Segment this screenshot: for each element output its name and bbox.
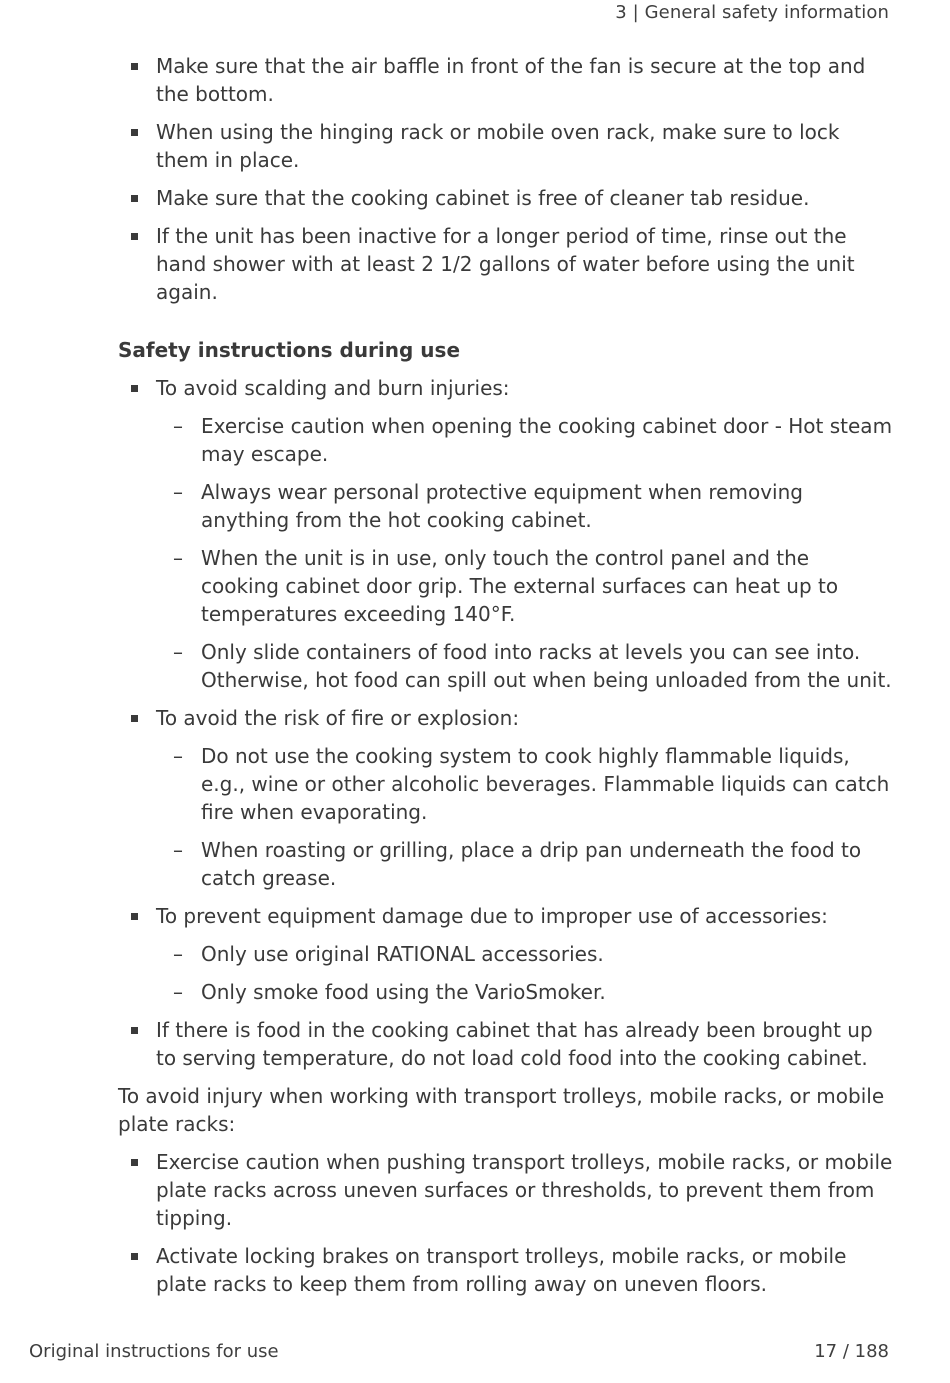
sub-list-item: – When the unit is in use, only touch the control panel and the cooking cabinet door grip. The external surfaces can heat up to temperatures exceeding 140°F. [156, 544, 893, 628]
list-item-label: To avoid the risk of fire or explosion: [156, 706, 520, 730]
list-item-label: To avoid scalding and burn injuries: [156, 376, 510, 400]
preparation-list [118, 52, 893, 306]
list-item: Make sure that the air baffle in front of the fan is secure at the top and the bottom. [118, 52, 893, 108]
sub-list-item: – Only use original RATIONAL accessories. [156, 940, 893, 968]
sub-list-item: – Only slide containers of food into racks at levels you can see into. Otherwise, hot food can spill out when being unloaded from the unit. [156, 638, 893, 694]
list-item: If the unit has been inactive for a longer period of time, rinse out the hand shower with at least 2 1/2 gallons of water before using the unit again. [118, 222, 893, 306]
list-item: Exercise caution when pushing transport trolleys, mobile racks, or mobile plate racks across uneven surfaces or thresholds, to prevent them from tipping. [118, 1148, 893, 1232]
transport-intro: To avoid injury when working with transport trolleys, mobile racks, or mobile plate racks: [118, 1084, 885, 1136]
page-header-section: 3 | General safety information [615, 2, 889, 23]
list-item-serving: If there is food in the cooking cabinet that has already been brought up to serving temperature, do not load cold food into the cooking cabinet. [118, 1016, 893, 1072]
list-item-damage [118, 902, 893, 1006]
page-content [118, 52, 893, 1308]
sub-list [156, 412, 893, 694]
section-heading: Safety instructions during use [118, 338, 461, 362]
list-item-scalding [118, 374, 893, 694]
list-item: Activate locking brakes on transport trolleys, mobile racks, or mobile plate racks to keep them from rolling away on uneven floors. [118, 1242, 893, 1298]
list-item-fire [118, 704, 893, 892]
during-use-list [118, 374, 893, 1072]
list-item: Make sure that the cooking cabinet is free of cleaner tab residue. [118, 184, 893, 212]
sub-list-item: – Only smoke food using the VarioSmoker. [156, 978, 893, 1006]
sub-list-item: – Exercise caution when opening the cooking cabinet door - Hot steam may escape. [156, 412, 893, 468]
sub-list-item: – When roasting or grilling, place a drip pan underneath the food to catch grease. [156, 836, 893, 892]
sub-list [156, 940, 893, 1006]
list-item-label: To prevent equipment damage due to improper use of accessories: [156, 904, 828, 928]
sub-list-item: – Do not use the cooking system to cook highly flammable liquids, e.g., wine or other alcoholic beverages. Flammable liquids can catch fire when evaporating. [156, 742, 893, 826]
sub-list-item: – Always wear personal protective equipment when removing anything from the hot cooking cabinet. [156, 478, 893, 534]
footer-document-title: Original instructions for use [29, 1341, 279, 1362]
list-item: When using the hinging rack or mobile oven rack, make sure to lock them in place. [118, 118, 893, 174]
transport-list [118, 1148, 893, 1298]
footer-page-number: 17 / 188 [814, 1341, 889, 1362]
sub-list [156, 742, 893, 892]
